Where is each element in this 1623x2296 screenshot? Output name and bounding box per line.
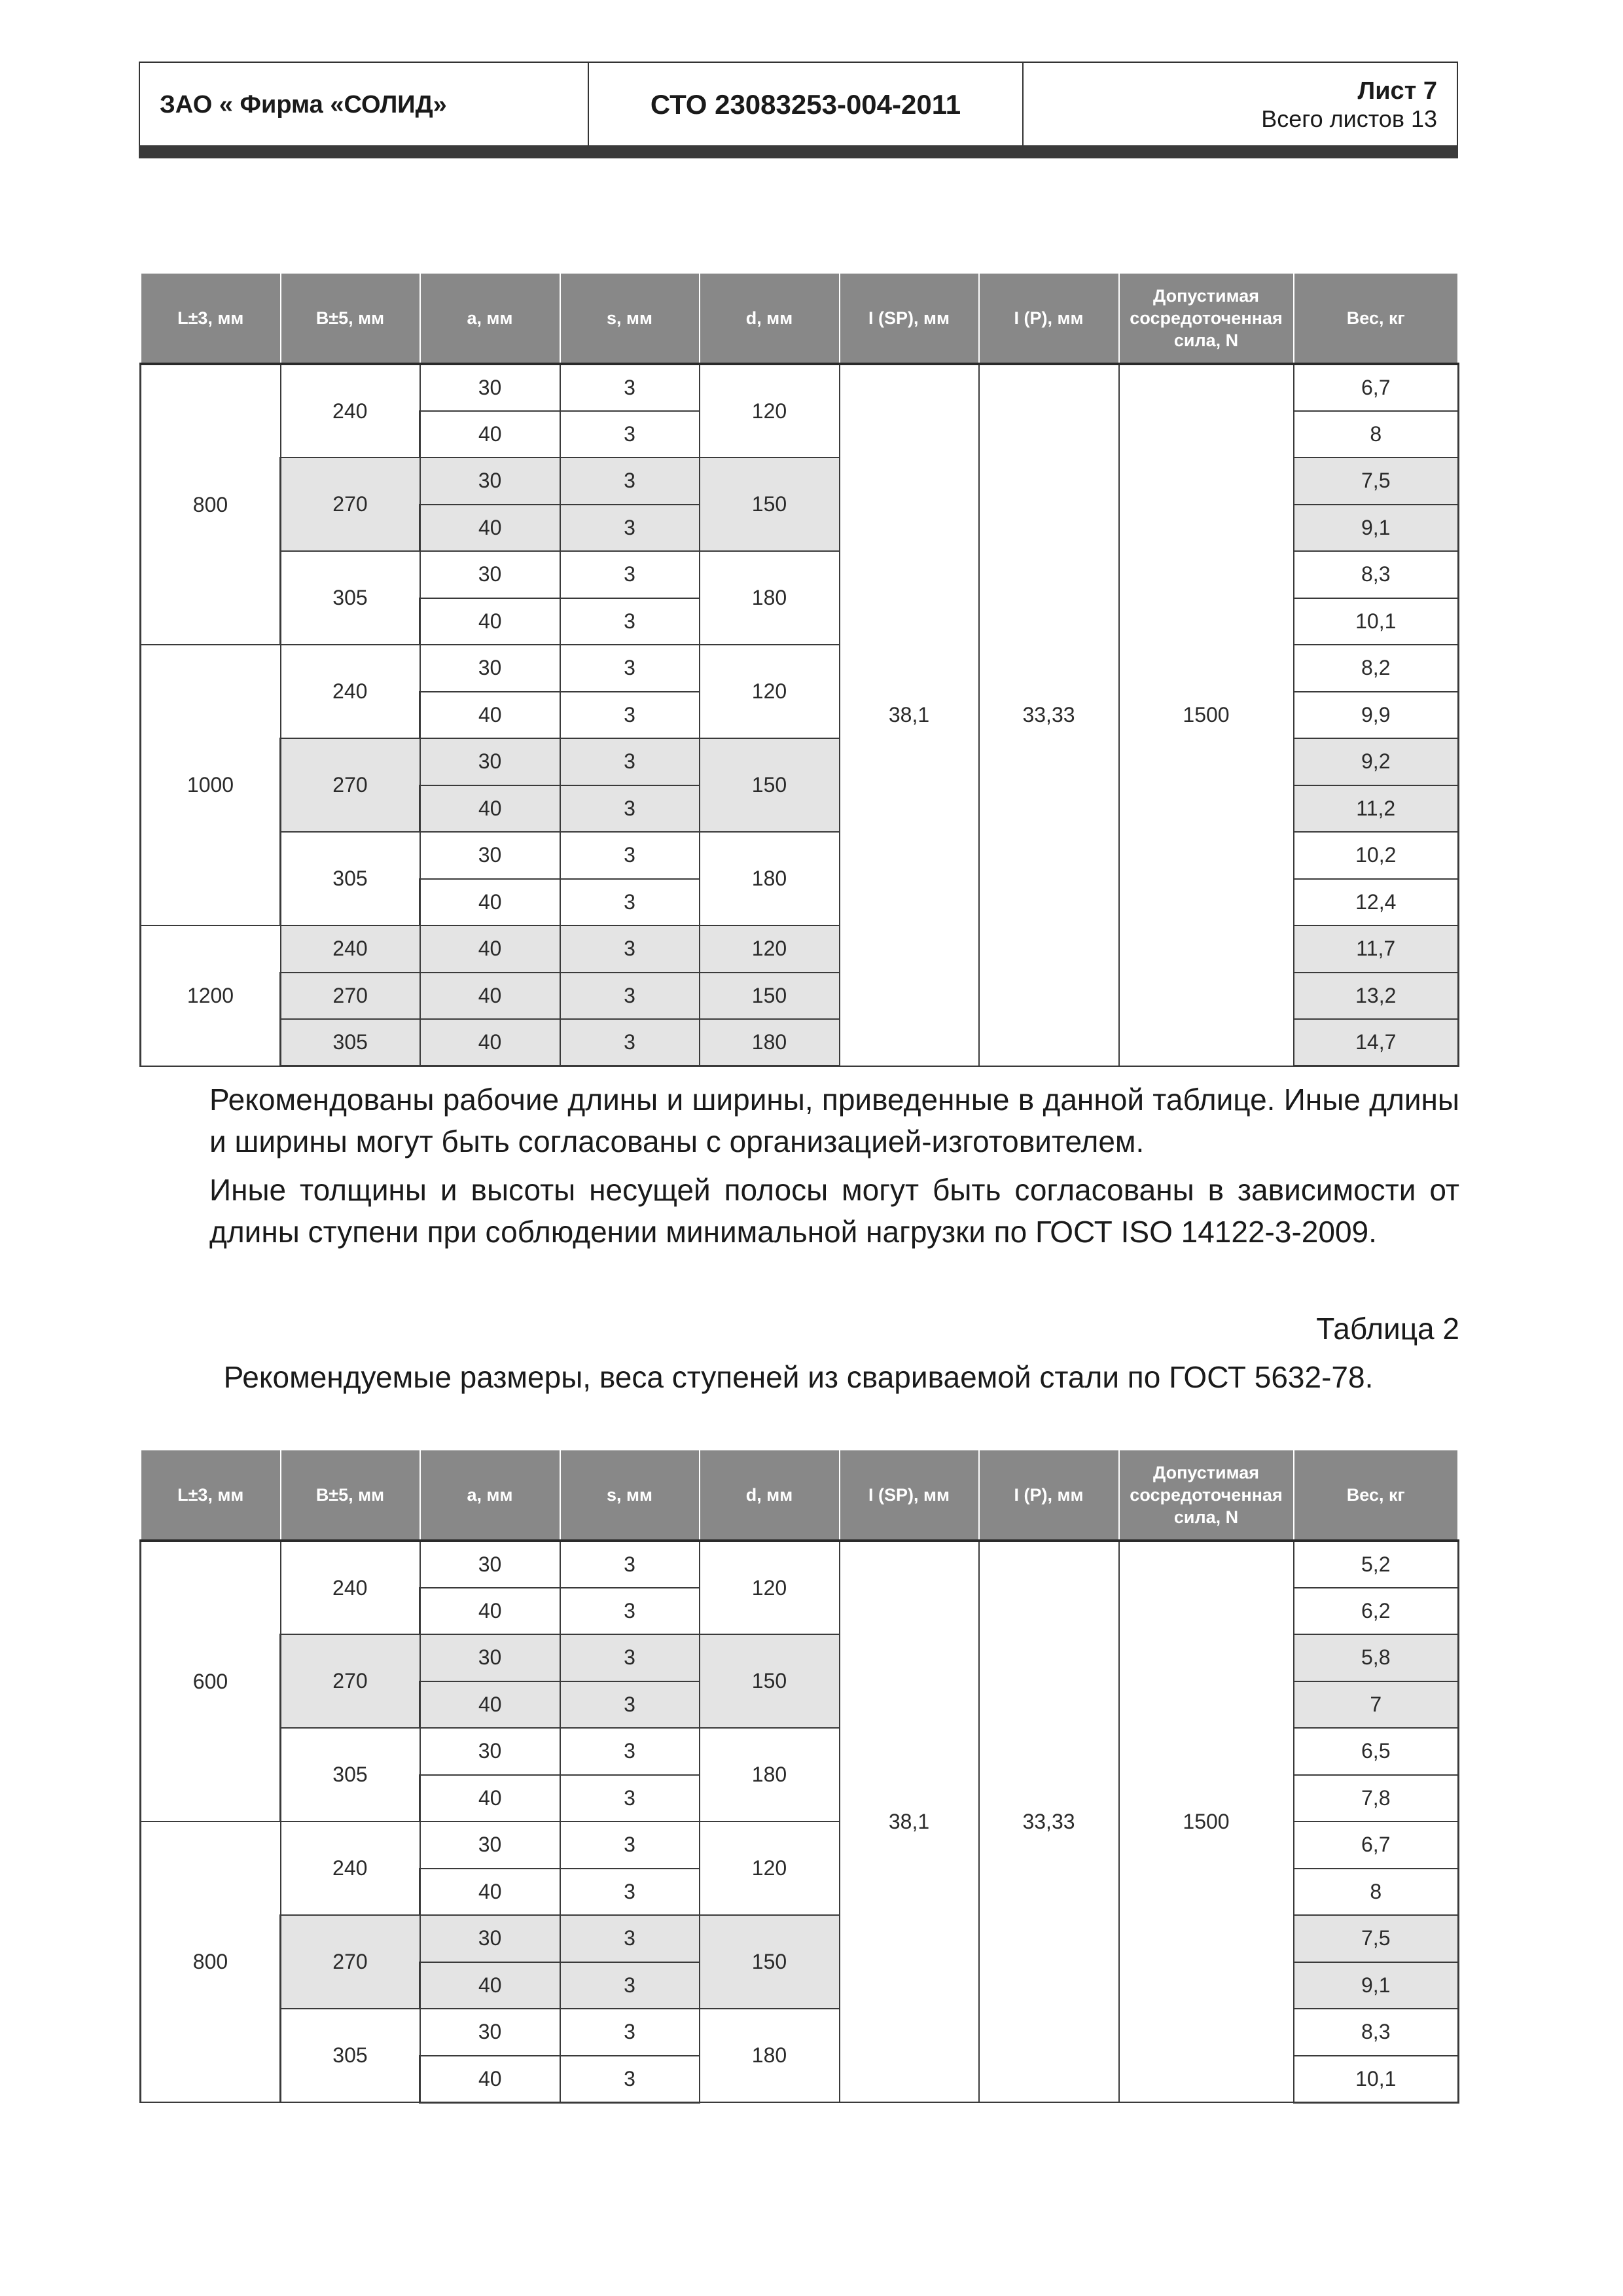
d-cell: 150 — [700, 1634, 840, 1728]
steps-table-2 — [139, 1449, 1459, 2104]
a-cell: 30 — [420, 738, 560, 785]
s-cell: 3 — [560, 411, 700, 458]
width-cell: 240 — [281, 1821, 420, 1915]
col-s: s, мм — [560, 1450, 700, 1541]
width-cell: 240 — [281, 1541, 420, 1634]
d-cell: 150 — [700, 1915, 840, 2009]
col-ip: I (P), мм — [979, 273, 1119, 364]
width-cell: 240 — [281, 925, 420, 973]
ip-cell: 33,33 — [979, 1541, 1119, 2102]
width-cell: 305 — [281, 2009, 420, 2102]
a-cell: 40 — [420, 1775, 560, 1822]
col-d: d, мм — [700, 273, 840, 364]
width-cell: 305 — [281, 1019, 420, 1066]
s-cell: 3 — [560, 1019, 700, 1066]
a-cell: 40 — [420, 973, 560, 1020]
width-cell: 305 — [281, 551, 420, 645]
s-cell: 3 — [560, 2056, 700, 2103]
s-cell: 3 — [560, 457, 700, 505]
a-cell: 40 — [420, 1019, 560, 1066]
sheet-number: Лист 7 — [1357, 77, 1437, 105]
weight-cell: 12,4 — [1294, 879, 1459, 926]
weight-cell: 10,2 — [1294, 832, 1459, 879]
col-s: s, мм — [560, 273, 700, 364]
weight-cell: 14,7 — [1294, 1019, 1459, 1066]
table-row — [141, 364, 1459, 411]
table-body — [141, 1541, 1459, 2102]
col-ip: I (P), мм — [979, 1450, 1119, 1541]
width-cell: 270 — [281, 973, 420, 1020]
a-cell: 30 — [420, 1541, 560, 1588]
weight-cell: 9,1 — [1294, 505, 1459, 552]
d-cell: 120 — [700, 925, 840, 973]
width-cell: 270 — [281, 1634, 420, 1728]
a-cell: 40 — [420, 692, 560, 739]
s-cell: 3 — [560, 1681, 700, 1729]
col-width: B±5, мм — [281, 273, 420, 364]
table-header-row — [141, 1450, 1459, 1541]
d-cell: 120 — [700, 364, 840, 457]
s-cell: 3 — [560, 879, 700, 926]
col-weight: Вес, кг — [1294, 1450, 1459, 1541]
s-cell: 3 — [560, 2009, 700, 2056]
a-cell: 40 — [420, 411, 560, 458]
weight-cell: 6,5 — [1294, 1728, 1459, 1775]
length-cell: 600 — [141, 1541, 281, 1821]
width-cell: 240 — [281, 645, 420, 738]
s-cell: 3 — [560, 692, 700, 739]
table-header-row — [141, 273, 1459, 364]
width-cell: 270 — [281, 457, 420, 551]
a-cell: 40 — [420, 785, 560, 833]
a-cell: 30 — [420, 457, 560, 505]
isp-cell: 38,1 — [840, 364, 979, 1066]
length-cell: 800 — [141, 364, 281, 645]
a-cell: 40 — [420, 505, 560, 552]
ip-cell: 33,33 — [979, 364, 1119, 1066]
d-cell: 150 — [700, 738, 840, 832]
weight-cell: 13,2 — [1294, 973, 1459, 1020]
width-cell: 240 — [281, 364, 420, 457]
s-cell: 3 — [560, 1775, 700, 1822]
s-cell: 3 — [560, 1541, 700, 1588]
weight-cell: 8 — [1294, 411, 1459, 458]
d-cell: 180 — [700, 1019, 840, 1066]
d-cell: 180 — [700, 551, 840, 645]
a-cell: 30 — [420, 1634, 560, 1681]
header-rule — [139, 145, 1458, 158]
length-cell: 1200 — [141, 925, 281, 1066]
col-force: Допустимая сосредоточенная сила, N — [1119, 1450, 1294, 1541]
weight-cell: 6,7 — [1294, 364, 1459, 411]
weight-cell: 11,7 — [1294, 925, 1459, 973]
d-cell: 120 — [700, 1821, 840, 1915]
col-length: L±3, мм — [141, 273, 281, 364]
width-cell: 270 — [281, 1915, 420, 2009]
weight-cell: 6,7 — [1294, 1821, 1459, 1869]
a-cell: 40 — [420, 1962, 560, 2009]
s-cell: 3 — [560, 973, 700, 1020]
d-cell: 120 — [700, 645, 840, 738]
table-2-title: Рекомендуемые размеры, веса ступеней из свариваемой стали по ГОСТ 5632-78. — [223, 1360, 1374, 1394]
weight-cell: 8 — [1294, 1869, 1459, 1916]
s-cell: 3 — [560, 832, 700, 879]
standard-number: СТО 23083253-004-2011 — [588, 63, 1022, 147]
a-cell: 30 — [420, 2009, 560, 2056]
weight-cell: 7,5 — [1294, 1915, 1459, 1962]
page-header — [139, 62, 1458, 147]
a-cell: 40 — [420, 1869, 560, 1916]
a-cell: 30 — [420, 1728, 560, 1775]
note-paragraph-1: Рекомендованы рабочие длины и ширины, приведенные в данной таблице. Иные длины и ширины могут быть согласованы с организацией-изготовителем. — [209, 1083, 1459, 1158]
s-cell: 3 — [560, 738, 700, 785]
a-cell: 30 — [420, 364, 560, 411]
weight-cell: 9,1 — [1294, 1962, 1459, 2009]
a-cell: 40 — [420, 598, 560, 645]
col-width: B±5, мм — [281, 1450, 420, 1541]
col-force: Допустимая сосредоточенная сила, N — [1119, 273, 1294, 364]
col-isp: I (SP), мм — [840, 273, 979, 364]
s-cell: 3 — [560, 1869, 700, 1916]
s-cell: 3 — [560, 1962, 700, 2009]
d-cell: 180 — [700, 2009, 840, 2102]
weight-cell: 9,9 — [1294, 692, 1459, 739]
s-cell: 3 — [560, 1588, 700, 1635]
a-cell: 30 — [420, 551, 560, 598]
d-cell: 180 — [700, 1728, 840, 1821]
a-cell: 30 — [420, 1915, 560, 1962]
a-cell: 30 — [420, 832, 560, 879]
col-a: a, мм — [420, 1450, 560, 1541]
d-cell: 180 — [700, 832, 840, 925]
width-cell: 305 — [281, 1728, 420, 1821]
sheet-total: Всего листов 13 — [1261, 105, 1437, 132]
table-row — [141, 1541, 1459, 1588]
d-cell: 120 — [700, 1541, 840, 1634]
weight-cell: 11,2 — [1294, 785, 1459, 833]
note-paragraph-2: Иные толщины и высоты несущей полосы могут быть согласованы в зависимости от длины ступени при соблюдении минимальной нагрузки по ГОСТ ISO 14122-3-2009. — [209, 1173, 1459, 1249]
s-cell: 3 — [560, 551, 700, 598]
s-cell: 3 — [560, 364, 700, 411]
force-cell: 1500 — [1119, 1541, 1294, 2102]
weight-cell: 8,3 — [1294, 551, 1459, 598]
weight-cell: 10,1 — [1294, 598, 1459, 645]
a-cell: 40 — [420, 925, 560, 973]
s-cell: 3 — [560, 1821, 700, 1869]
force-cell: 1500 — [1119, 364, 1294, 1066]
weight-cell: 7,8 — [1294, 1775, 1459, 1822]
d-cell: 150 — [700, 973, 840, 1020]
d-cell: 150 — [700, 457, 840, 551]
a-cell: 30 — [420, 1821, 560, 1869]
weight-cell: 5,8 — [1294, 1634, 1459, 1681]
s-cell: 3 — [560, 1634, 700, 1681]
a-cell: 30 — [420, 645, 560, 692]
steps-table-1 — [139, 272, 1459, 1067]
s-cell: 3 — [560, 598, 700, 645]
sheet-info — [1022, 63, 1457, 147]
s-cell: 3 — [560, 925, 700, 973]
weight-cell: 7,5 — [1294, 457, 1459, 505]
s-cell: 3 — [560, 645, 700, 692]
weight-cell: 8,3 — [1294, 2009, 1459, 2056]
length-cell: 800 — [141, 1821, 281, 2102]
col-d: d, мм — [700, 1450, 840, 1541]
s-cell: 3 — [560, 1915, 700, 1962]
organization-name: ЗАО « Фирма «СОЛИД» — [160, 90, 447, 118]
a-cell: 40 — [420, 1681, 560, 1729]
table-2-label: Таблица 2 — [1316, 1312, 1459, 1346]
weight-cell: 6,2 — [1294, 1588, 1459, 1635]
col-weight: Вес, кг — [1294, 273, 1459, 364]
width-cell: 270 — [281, 738, 420, 832]
s-cell: 3 — [560, 505, 700, 552]
weight-cell: 10,1 — [1294, 2056, 1459, 2103]
a-cell: 40 — [420, 1588, 560, 1635]
length-cell: 1000 — [141, 645, 281, 925]
isp-cell: 38,1 — [840, 1541, 979, 2102]
weight-cell: 5,2 — [1294, 1541, 1459, 1588]
width-cell: 305 — [281, 832, 420, 925]
col-a: a, мм — [420, 273, 560, 364]
weight-cell: 8,2 — [1294, 645, 1459, 692]
col-isp: I (SP), мм — [840, 1450, 979, 1541]
s-cell: 3 — [560, 785, 700, 833]
table-body — [141, 364, 1459, 1066]
s-cell: 3 — [560, 1728, 700, 1775]
col-length: L±3, мм — [141, 1450, 281, 1541]
a-cell: 40 — [420, 879, 560, 926]
weight-cell: 9,2 — [1294, 738, 1459, 785]
a-cell: 40 — [420, 2056, 560, 2103]
weight-cell: 7 — [1294, 1681, 1459, 1729]
